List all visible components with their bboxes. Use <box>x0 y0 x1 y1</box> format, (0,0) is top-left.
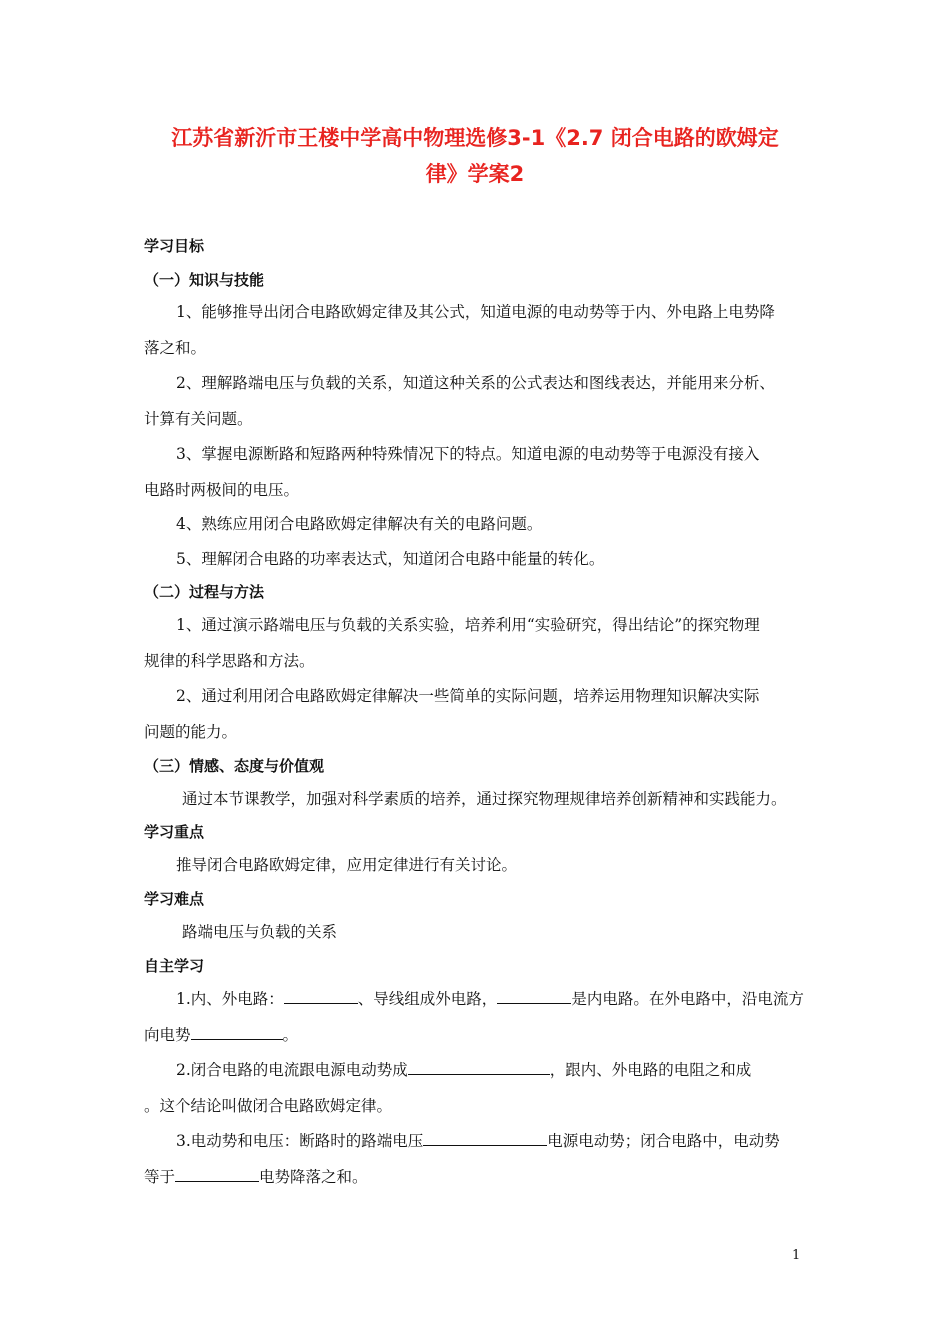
key-points-text: 推导闭合电路欧姆定律，应用定律进行有关讨论。 <box>176 856 518 874</box>
fill-blank-1[interactable] <box>284 989 358 1004</box>
objective-3-line-2: 电路时两极间的电压。 <box>144 481 300 499</box>
question-3-part-d: 电势降落之和。 <box>259 1168 368 1186</box>
attitude-values-heading: （三）情感、态度与价值观 <box>144 757 325 775</box>
process-1-line-1: 1、通过演示路端电压与负载的关系实验，培养利用“实验研究，得出结论”的探究物理 <box>176 616 760 634</box>
objective-2-line-1: 2、理解路端电压与负载的关系，知道这种关系的公式表达和图线表达，并能用来分析、 <box>176 374 775 392</box>
fill-blank-2[interactable] <box>497 989 571 1004</box>
objective-2-line-2: 计算有关问题。 <box>144 410 253 428</box>
question-1-part-c: 是内电路。在外电路中，沿电流方 <box>571 990 804 1008</box>
fill-blank-3[interactable] <box>191 1025 283 1040</box>
document-title-line-2: 律》学案2 <box>425 162 525 186</box>
question-1-line-2 <box>144 1025 298 1045</box>
fill-blank-5[interactable] <box>423 1131 547 1146</box>
difficulties-text: 路端电压与负载的关系 <box>182 923 338 941</box>
fill-blank-4[interactable] <box>408 1060 550 1075</box>
question-3-line-2 <box>144 1167 368 1187</box>
process-method-heading: （二）过程与方法 <box>144 583 265 601</box>
question-1-part-b: 、导线组成外电路， <box>357 990 498 1008</box>
attitude-values-text: 通过本节课教学，加强对科学素质的培养，通过探究物理规律培养创新精神和实践能力。 <box>182 790 787 808</box>
question-2-line-2: 。这个结论叫做闭合电路欧姆定律。 <box>144 1097 393 1115</box>
objective-1-line-1: 1、能够推导出闭合电路欧姆定律及其公式，知道电源的电动势等于内、外电路上电势降 <box>176 303 775 321</box>
document-title-line-1: 江苏省新沂市王楼中学高中物理选修3-1《2.7 闭合电路的欧姆定 <box>171 126 779 150</box>
objective-1-line-2: 落之和。 <box>144 339 207 357</box>
fill-blank-6[interactable] <box>175 1167 259 1182</box>
process-2-line-2: 问题的能力。 <box>144 723 238 741</box>
page-number: 1 <box>792 1248 801 1263</box>
question-3-part-a: 3.电动势和电压：断路时的路端电压 <box>176 1132 424 1150</box>
process-2-line-1: 2、通过利用闭合电路欧姆定律解决一些简单的实际问题，培养运用物理知识解决实际 <box>176 687 760 705</box>
process-1-line-2: 规律的科学思路和方法。 <box>144 652 315 670</box>
difficulties-heading: 学习难点 <box>144 890 205 908</box>
question-2-part-b: ，跟内、外电路的电阻之和成 <box>549 1061 752 1079</box>
self-study-heading: 自主学习 <box>144 957 205 975</box>
question-1-part-e: 。 <box>282 1026 299 1044</box>
key-points-heading: 学习重点 <box>144 823 205 841</box>
objective-3-line-1: 3、掌握电源断路和短路两种特殊情况下的特点。知道电源的电动势等于电源没有接入 <box>176 445 760 463</box>
knowledge-skills-heading: （一）知识与技能 <box>144 271 265 289</box>
question-1-line-1 <box>176 989 804 1009</box>
question-3-line-1 <box>176 1131 780 1151</box>
question-1-part-a: 1.内、外电路： <box>176 990 284 1008</box>
objective-5: 5、理解闭合电路的功率表达式，知道闭合电路中能量的转化。 <box>176 550 605 568</box>
objectives-heading: 学习目标 <box>144 237 205 255</box>
objective-4: 4、熟练应用闭合电路欧姆定律解决有关的电路问题。 <box>176 515 543 533</box>
question-2-line-1 <box>176 1060 751 1080</box>
question-3-part-c: 等于 <box>144 1168 176 1186</box>
question-2-part-a: 2.闭合电路的电流跟电源电动势成 <box>176 1061 408 1079</box>
question-3-part-b: 电源电动势；闭合电路中，电动势 <box>547 1132 780 1150</box>
question-1-part-d: 向电势 <box>144 1026 191 1044</box>
